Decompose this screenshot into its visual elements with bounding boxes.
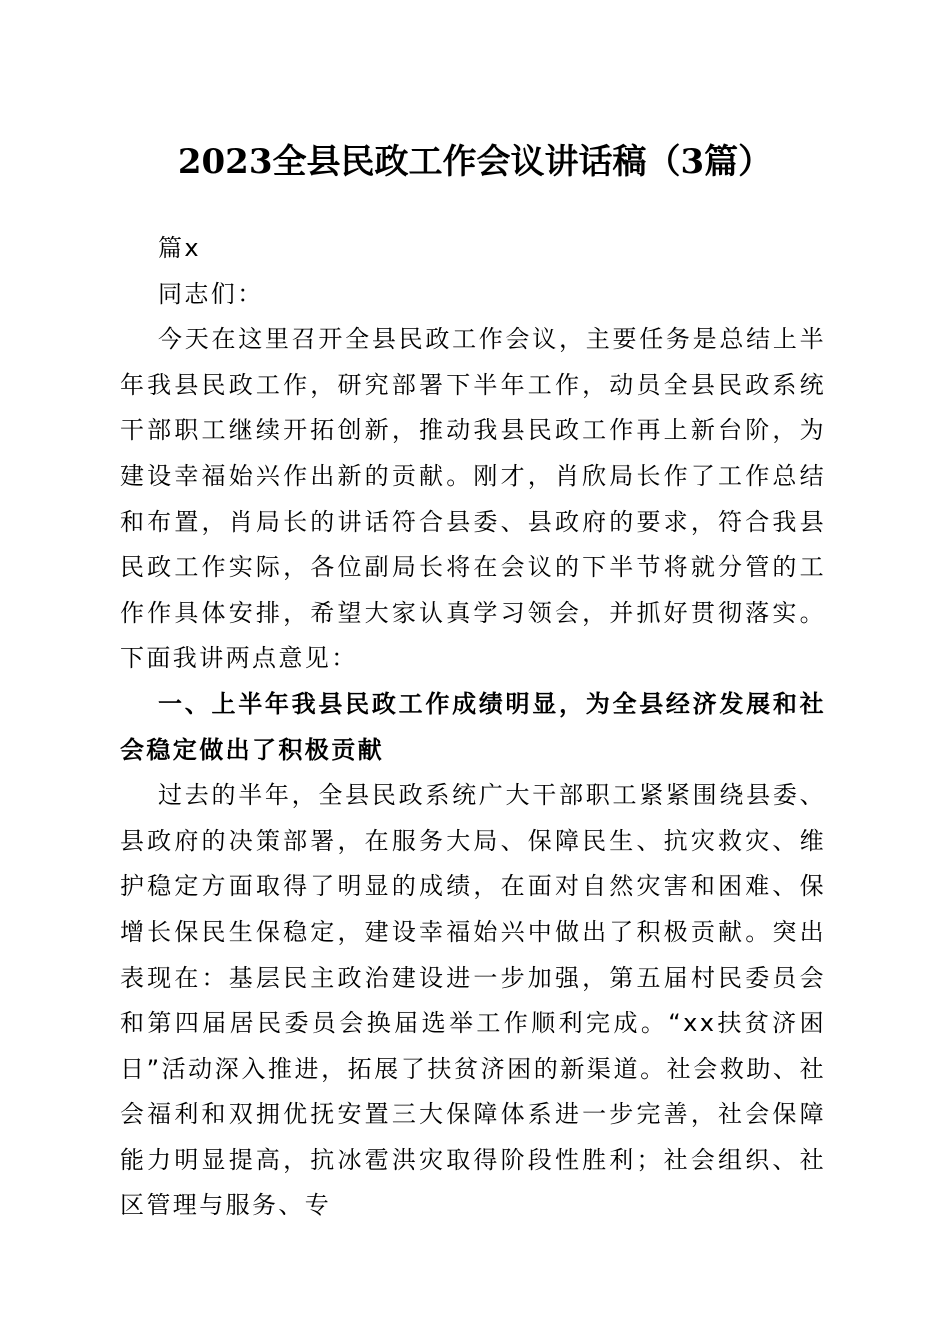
section-heading: 一、上半年我县民政工作成绩明显，为全县经济发展和社会稳定做出了积极贡献	[120, 689, 826, 764]
body-paragraph: 今天在这里召开全县民政工作会议，主要任务是总结上半年我县民政工作，研究部署下半年工作，动员全县民政系统干部职工继续开拓创新，推动我县民政工作再上新台阶，为建设幸福始兴作出新的贡献。刚才，肖欣局长作了工作总结和布置，肖局长的讲话符合县委、县政府的要求，符合我县民政工作实际，各位副局长将在会议的下半节将就分管的工作作具体安排，希望大家认真学习领会，并抓好贯彻落实。下面我讲两点意见：	[120, 325, 826, 673]
section-label: 篇x	[158, 234, 202, 262]
document-title: 2023全县民政工作会议讲话稿（3篇）	[177, 142, 773, 182]
salutation: 同志们：	[158, 279, 264, 308]
body-paragraph: 过去的半年，全县民政系统广大干部职工紧紧围绕县委、县政府的决策部署，在服务大局、保障民生、抗灾救灾、维护稳定方面取得了明显的成绩，在面对自然灾害和困难、保增长保民生保稳定，建设幸福始兴中做出了积极贡献。突出表现在：基层民主政治建设进一步加强，第五届村民委员会和第四届居民委员会换届选举工作顺利完成。“xx扶贫济困日”活动深入推进，拓展了扶贫济困的新渠道。社会救助、社会福利和双拥优抚安置三大保障体系进一步完善，社会保障能力明显提高，抗冰雹洪灾取得阶段性胜利；社会组织、社区管理与服务、专	[120, 781, 826, 1220]
document-body	[120, 226, 826, 1229]
